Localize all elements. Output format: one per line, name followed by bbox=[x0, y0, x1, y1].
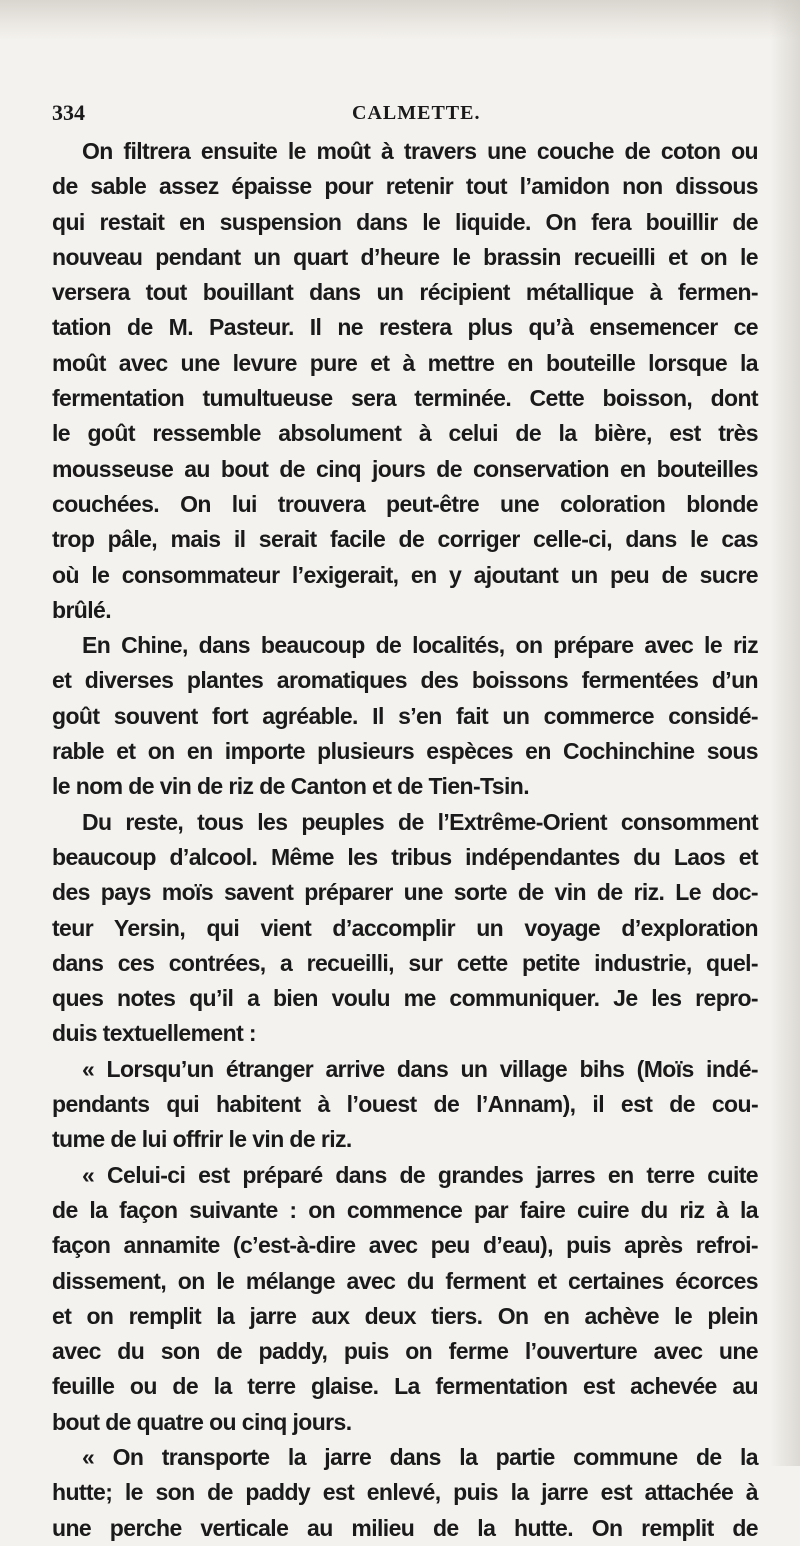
text-line: fermentation tumultueuse sera terminée. Cette boisson, dont bbox=[52, 385, 758, 412]
text-line: couchées. On lui trouvera peut-être une coloration blonde bbox=[52, 490, 758, 517]
text-line: « Lorsqu’un étranger arrive dans un village bihs (Moïs indé- bbox=[82, 1055, 758, 1082]
text-line: feuille ou de la terre glaise. La fermentation est achevée au bbox=[52, 1373, 758, 1400]
page-edge-shading bbox=[770, 0, 800, 1466]
text-line: tation de M. Pasteur. Il ne restera plus qu’à ensemencer ce bbox=[52, 314, 758, 341]
running-header bbox=[52, 98, 758, 128]
text-line: « On transporte la jarre dans la partie commune de la bbox=[82, 1443, 758, 1470]
text-line: et diverses plantes aromatiques des boissons fermentées d’un bbox=[52, 667, 758, 694]
text-line: Du reste, tous les peuples de l’Extrême-Orient consomment bbox=[82, 808, 758, 835]
text-line: trop pâle, mais il serait facile de corriger celle-ci, dans le cas bbox=[52, 526, 758, 553]
text-line: et on remplit la jarre aux deux tiers. On en achève le plein bbox=[52, 1302, 758, 1329]
text-line: le goût ressemble absolument à celui de la bière, est très bbox=[52, 420, 758, 447]
text-line: moût avec une levure pure et à mettre en bouteille lorsque la bbox=[52, 349, 758, 376]
text-line: mousseuse au bout de cinq jours de conservation en bouteilles bbox=[52, 455, 758, 482]
page-number: 334 bbox=[52, 100, 85, 125]
running-title: CALMETTE. bbox=[352, 102, 481, 124]
text-line: duis textuellement : bbox=[52, 1020, 256, 1047]
text-line: dissement, on le mélange avec du ferment et certaines écorces bbox=[52, 1267, 758, 1294]
text-line: rable et on en importe plusieurs espèces en Cochinchine sous bbox=[52, 738, 758, 765]
text-line: bout de quatre ou cinq jours. bbox=[52, 1408, 352, 1435]
text-line: teur Yersin, qui vient d’accomplir un voyage d’exploration bbox=[52, 914, 758, 941]
text-line: tume de lui offrir le vin de riz. bbox=[52, 1126, 352, 1153]
text-line: « Celui-ci est préparé dans de grandes jarres en terre cuite bbox=[82, 1161, 758, 1188]
text-line: beaucoup d’alcool. Même les tribus indépendantes du Laos et bbox=[52, 843, 758, 870]
text-line: dans ces contrées, a recueilli, sur cette petite industrie, quel- bbox=[52, 949, 758, 976]
text-line: brûlé. bbox=[52, 596, 112, 623]
text-line: qui restait en suspension dans le liquide. On fera bouillir de bbox=[52, 208, 758, 235]
text-line: où le consommateur l’exigerait, en y ajoutant un peu de sucre bbox=[52, 561, 758, 588]
text-line: hutte; le son de paddy est enlevé, puis la jarre est attachée à bbox=[52, 1479, 758, 1506]
text-line: façon annamite (c’est-à-dire avec peu d’eau), puis après refroi- bbox=[52, 1232, 758, 1259]
text-line: des pays moïs savent préparer une sorte de vin de riz. Le doc- bbox=[52, 879, 758, 906]
text-line: avec du son de paddy, puis on ferme l’ouverture avec une bbox=[52, 1338, 758, 1365]
text-line: de la façon suivante : on commence par faire cuire du riz à la bbox=[52, 1196, 758, 1223]
text-line: nouveau pendant un quart d’heure le brassin recueilli et on le bbox=[52, 243, 758, 270]
text-line: goût souvent fort agréable. Il s’en fait un commerce considé- bbox=[52, 702, 758, 729]
text-line: le nom de vin de riz de Canton et de Tien-Tsin. bbox=[52, 773, 530, 800]
text-line: ques notes qu’il a bien voulu me communiquer. Je les repro- bbox=[52, 985, 758, 1012]
text-line: pendants qui habitent à l’ouest de l’Annam), il est de cou- bbox=[52, 1091, 758, 1118]
body-text bbox=[52, 134, 758, 1546]
text-line: versera tout bouillant dans un récipient métallique à fermen- bbox=[52, 279, 758, 306]
text-line: de sable assez épaisse pour retenir tout l’amidon non dissous bbox=[52, 173, 758, 200]
page-top-shading bbox=[0, 0, 800, 40]
text-line: En Chine, dans beaucoup de localités, on prépare avec le riz bbox=[82, 632, 758, 659]
text-line: On filtrera ensuite le moût à travers une couche de coton ou bbox=[82, 138, 758, 164]
text-line: une perche verticale au milieu de la hutte. On remplit de bbox=[52, 1514, 758, 1541]
